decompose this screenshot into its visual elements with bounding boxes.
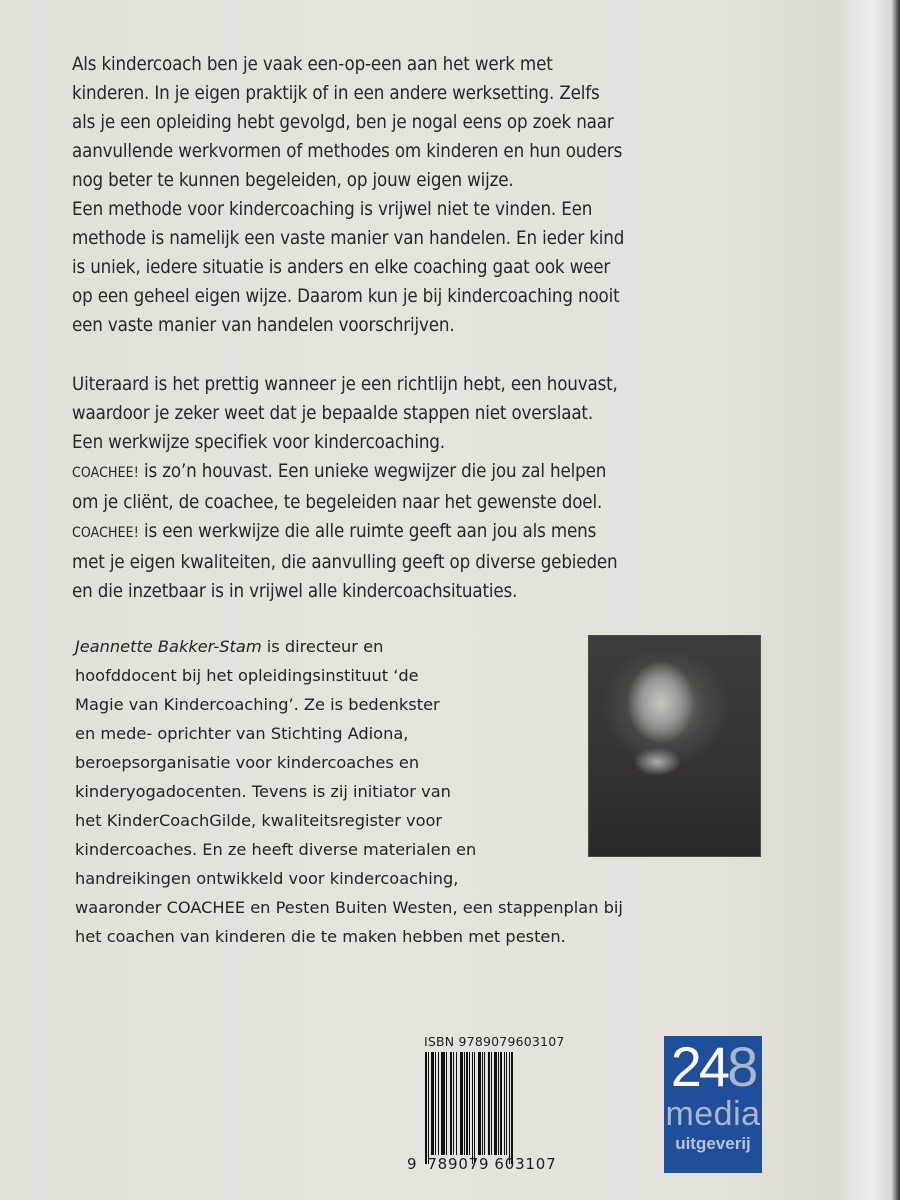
author-bio [75,632,623,951]
barcode-digit-lead: 9 [407,1155,418,1173]
author-photo [589,636,760,856]
text-line [75,632,623,661]
text-line: Uiteraard is het prettig wanneer je een richtlijn hebt, een houvast, [72,374,618,395]
text-line: kinderen. In je eigen praktijk of in een andere werksetting. Zelfs [72,83,600,104]
text-line: het coachen van kinderen die te maken hebben met pesten. [75,927,566,946]
text-line: nog beter te kunnen begeleiden, op jouw eigen wijze. [72,170,514,191]
text-line: waaronder COACHEE en Pesten Buiten Westen, een stappenplan bij [75,898,623,917]
text-line: handreikingen ontwikkeld voor kindercoaching, [75,869,459,888]
text-line: het KinderCoachGilde, kwaliteitsregister voor [75,811,443,830]
logo-number-main: 24 [670,1035,728,1098]
text-line: is uniek, iedere situatie is anders en elke coaching gaat ook weer [72,257,611,278]
text-line: op een geheel eigen wijze. Daarom kun je bij kindercoaching nooit [72,286,620,307]
brand-name: COACHEE! [72,465,139,481]
text-line: een vaste manier van handelen voorschrijven. [72,315,455,336]
barcode [425,1052,553,1164]
text-line: Een methode voor kindercoaching is vrijwel niet te vinden. Een [72,199,593,220]
text-line: als je een opleiding hebt gevolgd, ben je nogal eens op zoek naar [72,112,614,133]
text-line: Als kindercoach ben je vaak een-op-een aan het werk met [72,54,553,75]
logo-number-dim: 8 [727,1035,756,1098]
text-line: waardoor je zeker weet dat je bepaalde stappen niet overslaat. [72,403,594,424]
text-line: en mede- oprichter van Stichting Adiona, [75,724,409,743]
isbn-label: ISBN 9789079603107 [424,1034,565,1049]
text-line: Een werkwijze specifiek voor kindercoaching. [72,432,445,453]
text-line: methode is namelijk een vaste manier van handelen. En ieder kind [72,228,625,249]
intro-paragraph [72,50,832,340]
text-line: beroepsorganisatie voor kindercoaches en [75,753,420,772]
text-line [72,517,832,548]
logo-word: media [665,1095,761,1133]
text-line: en die inzetbaar is in vrijwel alle kindercoachsituaties. [72,581,518,602]
barcode-digits [407,1155,556,1173]
text-line: Magie van Kindercoaching’. Ze is bedenkster [75,695,440,714]
text-fragment: is directeur en [261,637,384,656]
barcode-digit-group: 603107 [494,1155,557,1173]
text-line [72,457,832,488]
text-line: om je cliënt, de coachee, te begeleiden naar het gewenste doel. [72,492,603,513]
text-fragment: is zo’n houvast. Een unieke wegwijzer die jou zal helpen [138,461,607,482]
text-line: aanvullende werkvormen of methodes om kinderen en hun ouders [72,141,623,162]
page-edge-shadow [892,0,900,1200]
logo-number [664,1036,762,1098]
brand-name: COACHEE! [72,525,139,541]
author-name: Jeannette Bakker-Stam [75,637,262,656]
text-line: met je eigen kwaliteiten, die aanvulling geeft op diverse gebieden [72,552,618,573]
coachee-paragraph [72,370,832,606]
barcode-digit-group: 789079 [427,1155,490,1173]
text-line: hoofddocent bij het opleidingsinstituut ‘de [75,666,419,685]
text-fragment: is een werkwijze die alle ruimte geeft aan jou als mens [138,521,597,542]
text-line: kinderyogadocenten. Tevens is zij initiator van [75,782,451,801]
text-line: kindercoaches. En ze heeft diverse materialen en [75,840,477,859]
publisher-logo [664,1036,762,1173]
logo-subtitle: uitgeverij [675,1134,751,1153]
